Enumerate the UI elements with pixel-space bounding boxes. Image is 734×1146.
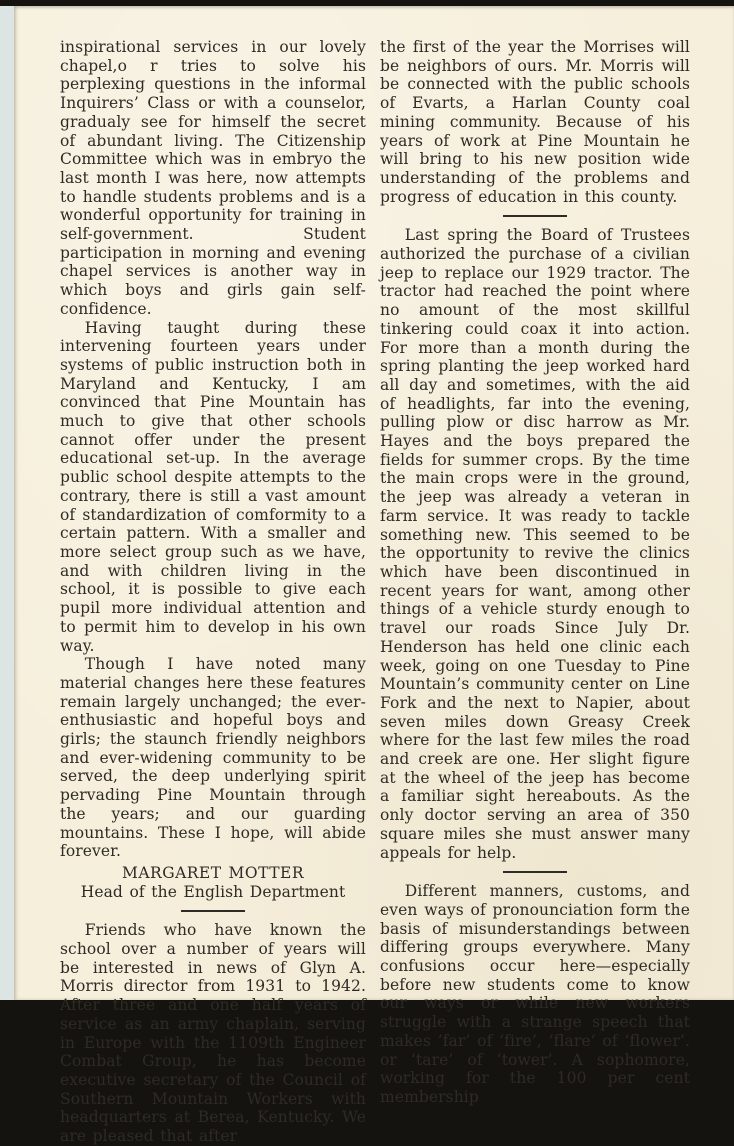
paragraph: the first of the year the Morrises will be neighbors of ours. Mr. Morris will be connected with the public schools of Evarts, a Harlan County coal mining community. Because of his years of work at Pine Mountain he will bring to his new position wide understanding of the problems and progress of education in this county. <box>380 38 690 206</box>
paragraph: Different manners, customs, and even ways of pronounciation form the basis of misunderstandings between differing groups everywhere. Many confusions occur here—especially before new students come to know our ways or while new workers struggle with a strange speech that makes ‘far’ of ‘fire’, ‘flare’ of ‘flower’. or ‘tare’ of ‘tower’. A sophomore, working for the 100 per cent membership <box>380 882 690 1106</box>
signature-block <box>60 864 366 901</box>
section-divider-rule <box>181 910 245 912</box>
scan-background-strip <box>0 6 14 1000</box>
paragraph: Though I have noted many material changes here these features remain largely unchanged; the ever-enthusiastic and hopeful boys and girls; the staunch friendly neighbors and ever-widening community to be served, the deep underlying spirit pervading Pine Mountain through the years; and our guarding mountains. These I hope, will abide forever. <box>60 655 366 861</box>
right-text-column <box>380 38 690 1107</box>
paragraph: Last spring the Board of Trustees authorized the purchase of a civilian jeep to replace our 1929 tractor. The tractor had reached the point where no amount of the most skillful tinkering could coax it into action. For more than a month during the spring planting the jeep worked hard all day and sometimes, with the aid of headlights, far into the evening, pulling plow or disc harrow as Mr. Hayes and the boys prepared the fields for summer crops. By the time the main crops were in the ground, the jeep was already a veteran in farm service. It was ready to tackle something new. This seemed to be the opportunity to revive the clinics which have been discontinued in recent years for want, among other things of a vehicle sturdy enough to travel our roads Since July Dr. Henderson has held one clinic each week, going on one Tuesday to Pine Mountain’s community center on Line Fork and the next to Napier, about seven miles down Greasy Creek where for the last few miles the road and creek are one. Her slight figure at the wheel of the jeep has become a familiar sight hereabouts. As the only doctor serving an area of 350 square miles she must answer many appeals for help. <box>380 226 690 862</box>
paragraph: Having taught during these intervening fourteen years under systems of public instruction both in Maryland and Kentucky, I am convinced that Pine Mountain has much to give that other schools cannot offer under the present educational set-up. In the average public school despite attempts to the contrary, there is still a vast amount of standardization of comformity to a certain pattern. With a smaller and more select group such as we have, and with children living in the school, it is possible to give each pupil more individual attention and to permit him to develop in his own way. <box>60 318 366 655</box>
paragraph: inspirational services in our lovely chapel,o r tries to solve his perplexing questions in the informal Inquirers’ Class or with a counselor, gradualy see for himself the secret of abundant living. The Citizenship Committee which was in embryo the last month I was here, now attempts to handle students problems and is a wonderful opportunity for training in self-government. Student participation in morning and evening chapel services is another way in which boys and girls gain self-confidence. <box>60 38 366 318</box>
paragraph: Friends who have known the school over a number of years will be interested in news of Glyn A. Morris director from 1931 to 1942. After three and one half years of service as an army chaplain, serving in Europe with the 1109th Engineer Combat Group, he has become executive secretary of the Council of Southern Mountain Workers with headquarters at Berea, Kentucky. We are pleased that after <box>60 921 366 1146</box>
left-text-column <box>60 38 366 1146</box>
scanned-page <box>14 6 734 1146</box>
section-divider-rule <box>503 215 567 217</box>
signature-name: MARGARET MOTTER <box>121 863 305 882</box>
section-divider-rule <box>503 871 567 873</box>
signature-title: Head of the English Department <box>80 882 346 901</box>
